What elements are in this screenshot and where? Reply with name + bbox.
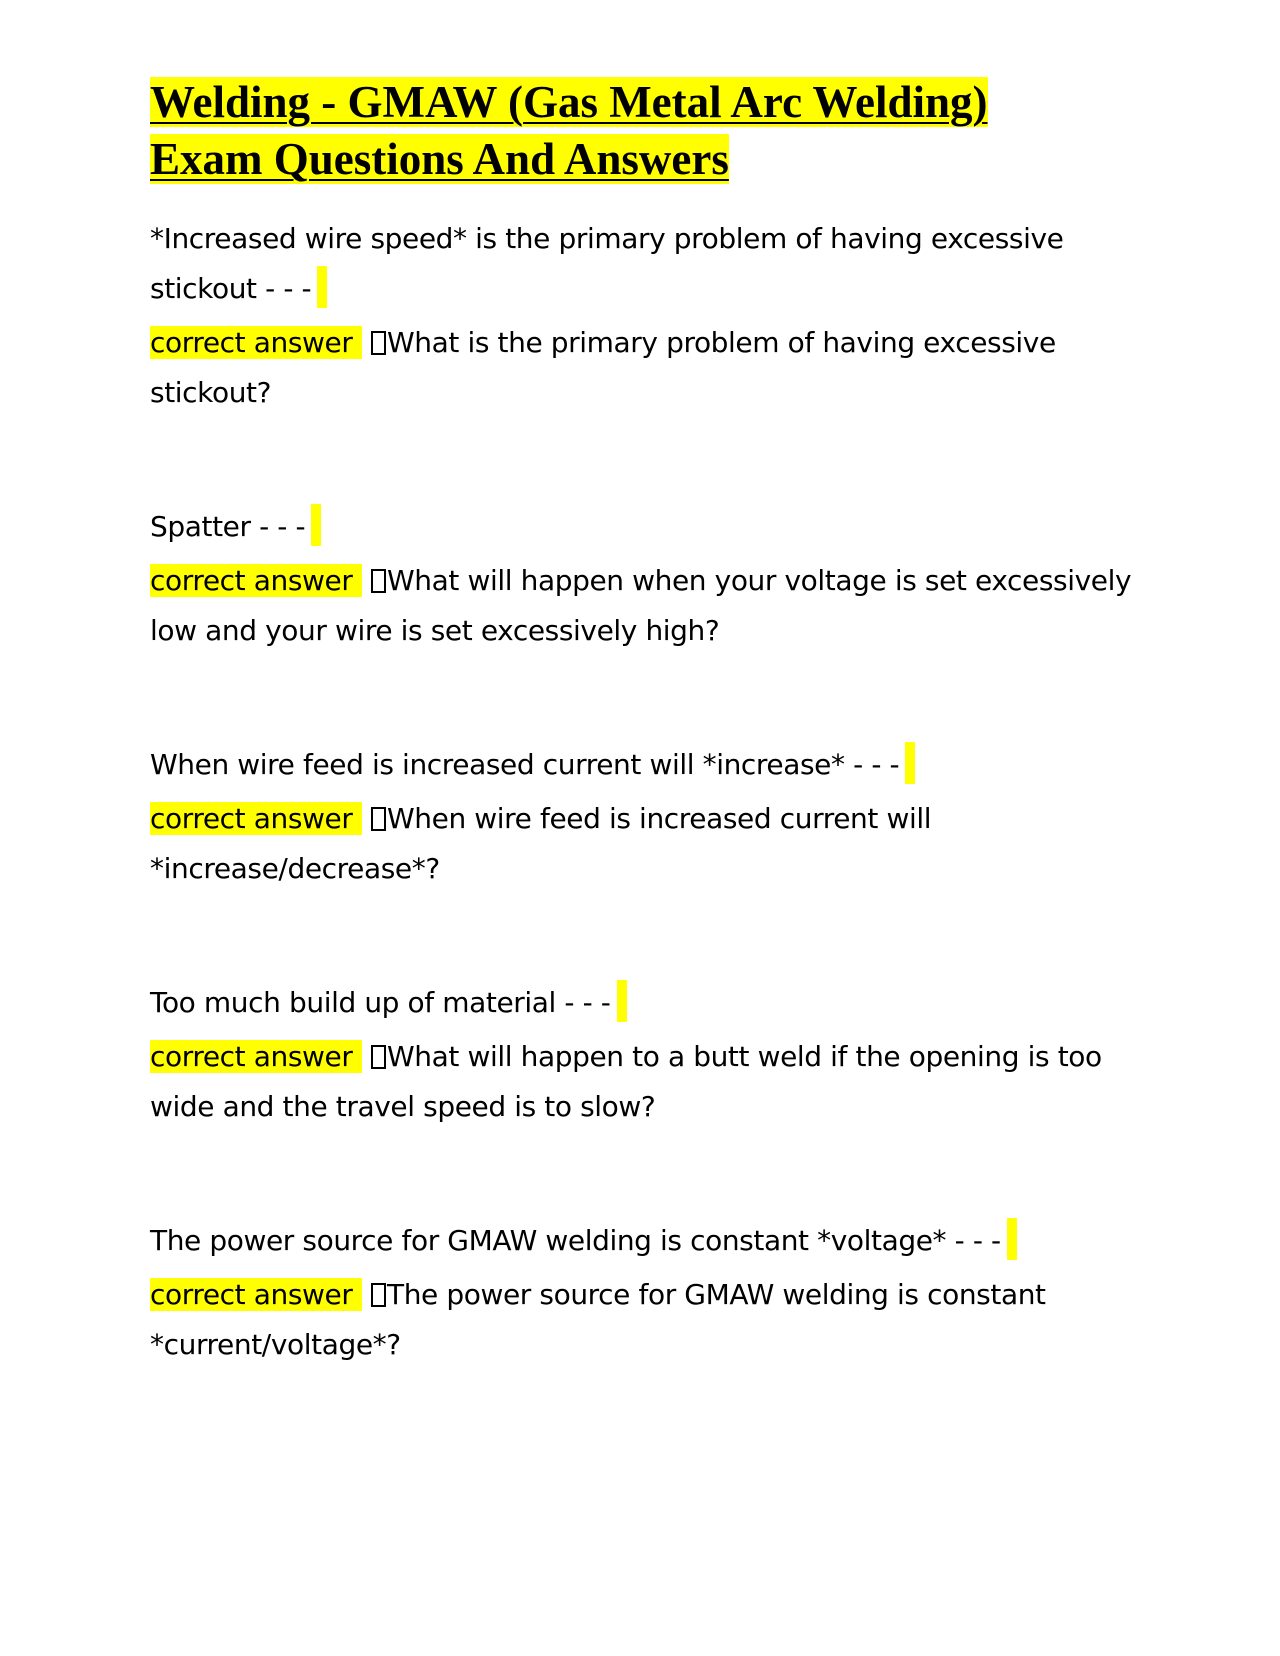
highlight-marker [317,266,327,308]
missing-glyph-icon [371,1283,386,1307]
missing-glyph-icon [371,1045,386,1069]
question-text: What will happen when your voltage is set excessively low and your wire is set excessively high? [150,564,1132,647]
qa-list [150,214,1140,1370]
answer-text: Too much build up of material - - - [150,978,1140,1028]
correct-answer-label: correct answer [150,802,362,835]
missing-glyph-icon [371,331,386,355]
question-line [150,1032,1140,1132]
qa-item-5 [150,1216,1140,1370]
question-line [150,794,1140,894]
title-line-2: Exam Questions And Answers [150,134,729,184]
correct-answer-label: correct answer [150,326,362,359]
question-text: What will happen to a butt weld if the opening is too wide and the travel speed is to slow? [150,1040,1102,1123]
question-line [150,1270,1140,1370]
highlight-marker [905,742,915,784]
answer-text: The power source for GMAW welding is constant *voltage* - - - [150,1216,1140,1266]
missing-glyph-icon [371,807,386,831]
question-line [150,318,1140,418]
document-content [150,74,1140,1370]
qa-item-4 [150,978,1140,1132]
highlight-marker [1007,1218,1017,1260]
document-title [150,74,1140,188]
qa-item-2 [150,502,1140,656]
question-line [150,556,1140,656]
correct-answer-label: correct answer [150,1278,362,1311]
question-text: What is the primary problem of having excessive stickout? [150,326,1056,409]
highlight-marker [311,504,321,546]
answer-text: Spatter - - - [150,502,1140,552]
qa-item-1 [150,214,1140,418]
question-text: The power source for GMAW welding is constant *current/voltage*? [150,1278,1046,1361]
highlight-marker [617,980,627,1022]
question-text: When wire feed is increased current will *increase/decrease*? [150,802,932,885]
correct-answer-label: correct answer [150,1040,362,1073]
qa-item-3 [150,740,1140,894]
title-line-1: Welding - GMAW (Gas Metal Arc Welding) [150,77,988,127]
answer-text: When wire feed is increased current will *increase* - - - [150,740,1140,790]
correct-answer-label: correct answer [150,564,362,597]
answer-text: *Increased wire speed* is the primary problem of having excessive stickout - - - [150,214,1140,314]
missing-glyph-icon [371,569,386,593]
